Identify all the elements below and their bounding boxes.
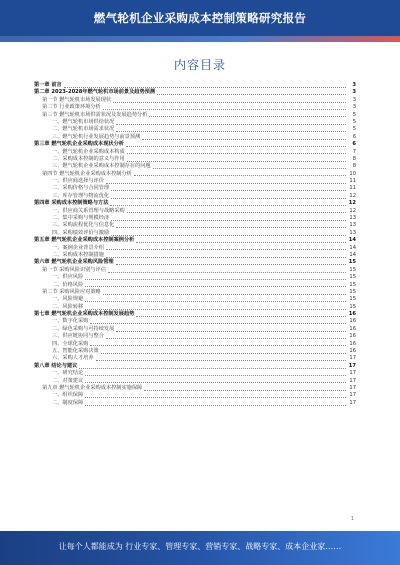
toc-dot-leader (111, 190, 346, 191)
toc-dot-leader (113, 102, 346, 103)
toc-entry-title: 第一节 采购风险识别与评估 (42, 266, 106, 273)
toc-entry-page: 16 (349, 333, 356, 340)
toc-entry-title: 一、案例企业背景介绍 (52, 244, 104, 251)
toc-entry-title: 二、对策建议 (52, 377, 84, 384)
toc-entry-title: 第二节 行业政策环境分析 (42, 104, 101, 111)
toc-entry-title: 第三章 燃气轮机企业采购成本现状分析 (34, 141, 124, 148)
toc-entry[interactable] (34, 208, 356, 215)
toc-entry-title: 三、采购流程优化与信息化 (52, 222, 115, 229)
toc-entry-page: 17 (348, 362, 356, 369)
toc-dot-leader (144, 390, 346, 391)
toc-dot-leader (116, 264, 346, 265)
toc-entry-page: 7 (352, 148, 356, 155)
toc-entry-page: 13 (349, 229, 356, 236)
toc-dot-leader (90, 345, 346, 346)
toc-entry-page: 8 (352, 163, 356, 170)
toc-entry-title: 第一章 前言 (34, 81, 62, 88)
toc-entry-page: 15 (348, 259, 356, 266)
table-of-contents (34, 82, 356, 407)
toc-entry-title: 二、采购价格与合同管理 (52, 185, 110, 192)
toc-dot-leader (116, 131, 346, 132)
toc-dot-leader (106, 249, 346, 250)
toc-dot-leader (79, 368, 346, 369)
toc-entry-title: 四、采购绩效评价与激励 (52, 229, 110, 236)
toc-entry-title: 第九章 燃气轮机企业采购成本控制实施保障 (42, 385, 143, 391)
toc-dot-leader (85, 286, 346, 287)
toc-entry-page: 5 (352, 118, 356, 125)
report-title: 燃气轮机企业采购成本控制策略研究报告 (93, 11, 307, 25)
toc-entry-title: 二、采购成本控制的意义与作用 (52, 155, 125, 162)
toc-dot-leader (110, 205, 346, 206)
toc-entry-page: 15 (349, 296, 356, 303)
toc-dot-leader (85, 301, 346, 302)
toc-dot-leader (85, 405, 346, 406)
toc-entry[interactable] (34, 149, 356, 156)
toc-entry-page: 13 (349, 215, 356, 222)
toc-dot-leader (101, 353, 346, 354)
toc-entry-page: 15 (349, 303, 356, 310)
toc-entry-title: 第二节 采购风险应对策略 (42, 288, 101, 295)
toc-entry-page: 6 (352, 141, 356, 148)
toc-entry-page: 6 (352, 133, 356, 140)
toc-entry[interactable] (34, 274, 356, 281)
toc-dot-leader (127, 153, 346, 154)
toc-entry-title: 二、绿色采购与可持续发展 (52, 325, 115, 332)
toc-dot-leader (106, 338, 346, 339)
toc-entry-page: 15 (349, 274, 356, 281)
toc-dot-leader (85, 397, 346, 398)
toc-entry[interactable] (34, 304, 356, 311)
toc-dot-leader (126, 146, 346, 147)
toc-entry[interactable] (34, 200, 356, 207)
toc-entry-title: 二、采购成本控制措施 (52, 251, 104, 258)
toc-entry-page: 16 (348, 311, 356, 318)
toc-entry-page: 16 (349, 325, 356, 332)
toc-entry-title: 三、燃气轮机企业采购成本控制存在的问题 (52, 163, 151, 170)
toc-dot-leader (127, 161, 346, 162)
toc-entry-title: 三、供应链协同与整合 (52, 333, 104, 340)
toc-entry-page: 11 (349, 178, 356, 185)
toc-entry-title: 六、采购人才培养 (52, 355, 94, 362)
toc-dot-leader (85, 309, 346, 310)
toc-dot-leader (111, 198, 346, 199)
toc-entry-page: 16 (349, 348, 356, 355)
toc-dot-leader (111, 235, 346, 236)
toc-entry-page: 17 (349, 377, 356, 384)
toc-entry-title: 一、燃气轮机市场供给状况 (52, 118, 115, 125)
toc-entry-title: 第一节 燃气轮机市场发展现状 (42, 96, 112, 103)
toc-entry-title: 第七章 燃气轮机企业采购成本控制发展趋势 (34, 311, 135, 318)
toc-entry-page: 17 (349, 355, 356, 362)
toc-entry-page: 17 (349, 370, 356, 377)
toc-entry-page: 14 (349, 244, 356, 251)
toc-entry-title: 二、燃气轮机市场需求状况 (52, 126, 115, 133)
toc-entry-page: 3 (352, 89, 356, 96)
toc-entry-page: 12 (349, 207, 356, 214)
toc-entry-page: 17 (349, 392, 356, 399)
toc-entry-title: 一、组织保障 (52, 392, 84, 399)
toc-dot-leader (106, 183, 346, 184)
toc-entry[interactable] (34, 237, 356, 244)
toc-entry-page: 5 (352, 111, 356, 118)
toc-entry-page: 5 (352, 126, 356, 133)
toc-dot-leader (136, 242, 346, 243)
toc-entry-title: 二、集中采购与规模经济 (52, 215, 110, 222)
toc-entry[interactable] (34, 319, 356, 326)
toc-entry-page: 15 (349, 266, 356, 273)
toc-dot-leader (103, 109, 346, 110)
toc-dot-leader (111, 220, 346, 221)
toc-entry-page: 3 (352, 104, 356, 111)
toc-dot-leader (90, 323, 346, 324)
toc-entry-page: 15 (349, 281, 356, 288)
toc-entry-title: 三、燃气轮机行业发展趋势与前景预测 (52, 133, 141, 140)
toc-entry-page: 15 (349, 288, 356, 295)
toc-dot-leader (64, 87, 346, 88)
toc-entry-page: 10 (349, 170, 356, 177)
toc-dot-leader (108, 272, 346, 273)
toc-entry[interactable] (34, 126, 356, 133)
toc-entry-page: 12 (348, 200, 356, 207)
toc-dot-leader (106, 257, 346, 258)
toc-entry-page: 11 (349, 185, 356, 192)
toc-entry[interactable] (34, 333, 356, 340)
toc-entry[interactable] (34, 378, 356, 385)
toc-entry[interactable] (34, 89, 356, 96)
toc-entry-title: 第五章 燃气轮机企业采购成本控制案例分析 (34, 237, 135, 244)
toc-dot-leader (116, 331, 346, 332)
toc-entry-title: 一、燃气轮机企业采购成本构成 (52, 148, 125, 155)
toc-dot-leader (127, 212, 346, 213)
toc-dot-leader (103, 294, 346, 295)
toc-entry-title: 第四章 采购成本控制策略与方法 (34, 200, 109, 207)
toc-entry[interactable] (34, 104, 356, 111)
toc-dot-leader (85, 279, 346, 280)
toc-entry-title: 四、全球化采购 (52, 340, 89, 347)
toc-entry-page: 3 (352, 81, 356, 88)
toc-dot-leader (136, 316, 346, 317)
toc-entry[interactable] (34, 163, 356, 170)
toc-entry-page: 3 (352, 96, 356, 103)
toc-entry-title: 一、供应商关系管理与战略采购 (52, 207, 125, 214)
toc-entry[interactable] (34, 400, 356, 407)
toc-entry[interactable] (34, 370, 356, 377)
toc-entry[interactable] (34, 296, 356, 303)
toc-entry[interactable] (34, 355, 356, 362)
toc-entry[interactable] (34, 141, 356, 148)
toc-entry[interactable] (34, 185, 356, 192)
toc-entry[interactable] (34, 245, 356, 252)
toc-entry[interactable] (34, 222, 356, 229)
toc-entry-title: 三、库存管理与物流优化 (52, 192, 110, 199)
toc-dot-leader (96, 360, 346, 361)
toc-dot-leader (85, 375, 346, 376)
toc-entry[interactable] (34, 341, 356, 348)
toc-entry-title: 一、供应风险 (52, 274, 84, 281)
toc-entry-page: 17 (349, 399, 356, 406)
toc-entry-title: 第六章 燃气轮机企业采购风险管理 (34, 259, 114, 266)
toc-entry-title: 第四节 燃气轮机企业采购成本控制分析 (42, 170, 132, 177)
toc-entry-title: 第二章 2023-2028年燃气轮机市场前景及趋势预测 (34, 89, 156, 96)
toc-entry-title: 第三节 燃气轮机市场供需状况及发展趋势分析 (42, 111, 148, 118)
toc-entry-page: 14 (349, 251, 356, 258)
toc-dot-leader (116, 124, 346, 125)
toc-dot-leader (85, 382, 346, 383)
toc-entry-title: 第八章 结论与建议 (34, 362, 78, 369)
toc-dot-leader (157, 94, 346, 95)
toc-entry[interactable] (34, 259, 356, 266)
toc-entry[interactable] (34, 112, 356, 119)
toc-dot-leader (153, 168, 346, 169)
toc-dot-leader (149, 116, 346, 117)
toc-entry-title: 二、价格风险 (52, 281, 84, 288)
toc-entry-page: 16 (349, 340, 356, 347)
toc-dot-leader (142, 139, 346, 140)
toc-entry-page: 17 (349, 385, 356, 391)
toc-entry-page: 12 (349, 192, 356, 199)
toc-entry[interactable] (34, 171, 356, 178)
toc-entry[interactable] (34, 282, 356, 289)
toc-dot-leader (134, 175, 346, 176)
toc-entry-page: 8 (352, 155, 356, 162)
page-number: 1 (350, 516, 354, 522)
toc-entry-page: 14 (348, 237, 356, 244)
footer-slogan: 让每个人都能成为 行业专家、管理专家、营销专家、战略专家、成本企业家…… (58, 542, 342, 551)
toc-entry-title: 一、研究结论 (52, 370, 84, 377)
toc-entry-page: 16 (349, 318, 356, 325)
toc-entry-title: 二、制度保障 (52, 399, 84, 406)
toc-entry-title: 一、数字化采购 (52, 318, 89, 325)
toc-entry[interactable] (34, 392, 356, 399)
toc-entry-title: 一、供应商选择与评价 (52, 178, 104, 185)
toc-entry-page: 13 (349, 222, 356, 229)
toc-entry-title: 二、风险转移 (52, 303, 84, 310)
toc-heading: 内容目录 (173, 58, 226, 72)
toc-entry-title: 五、智能化采购决策 (52, 348, 99, 355)
toc-entry-title: 一、风险规避 (52, 296, 84, 303)
toc-dot-leader (116, 227, 346, 228)
